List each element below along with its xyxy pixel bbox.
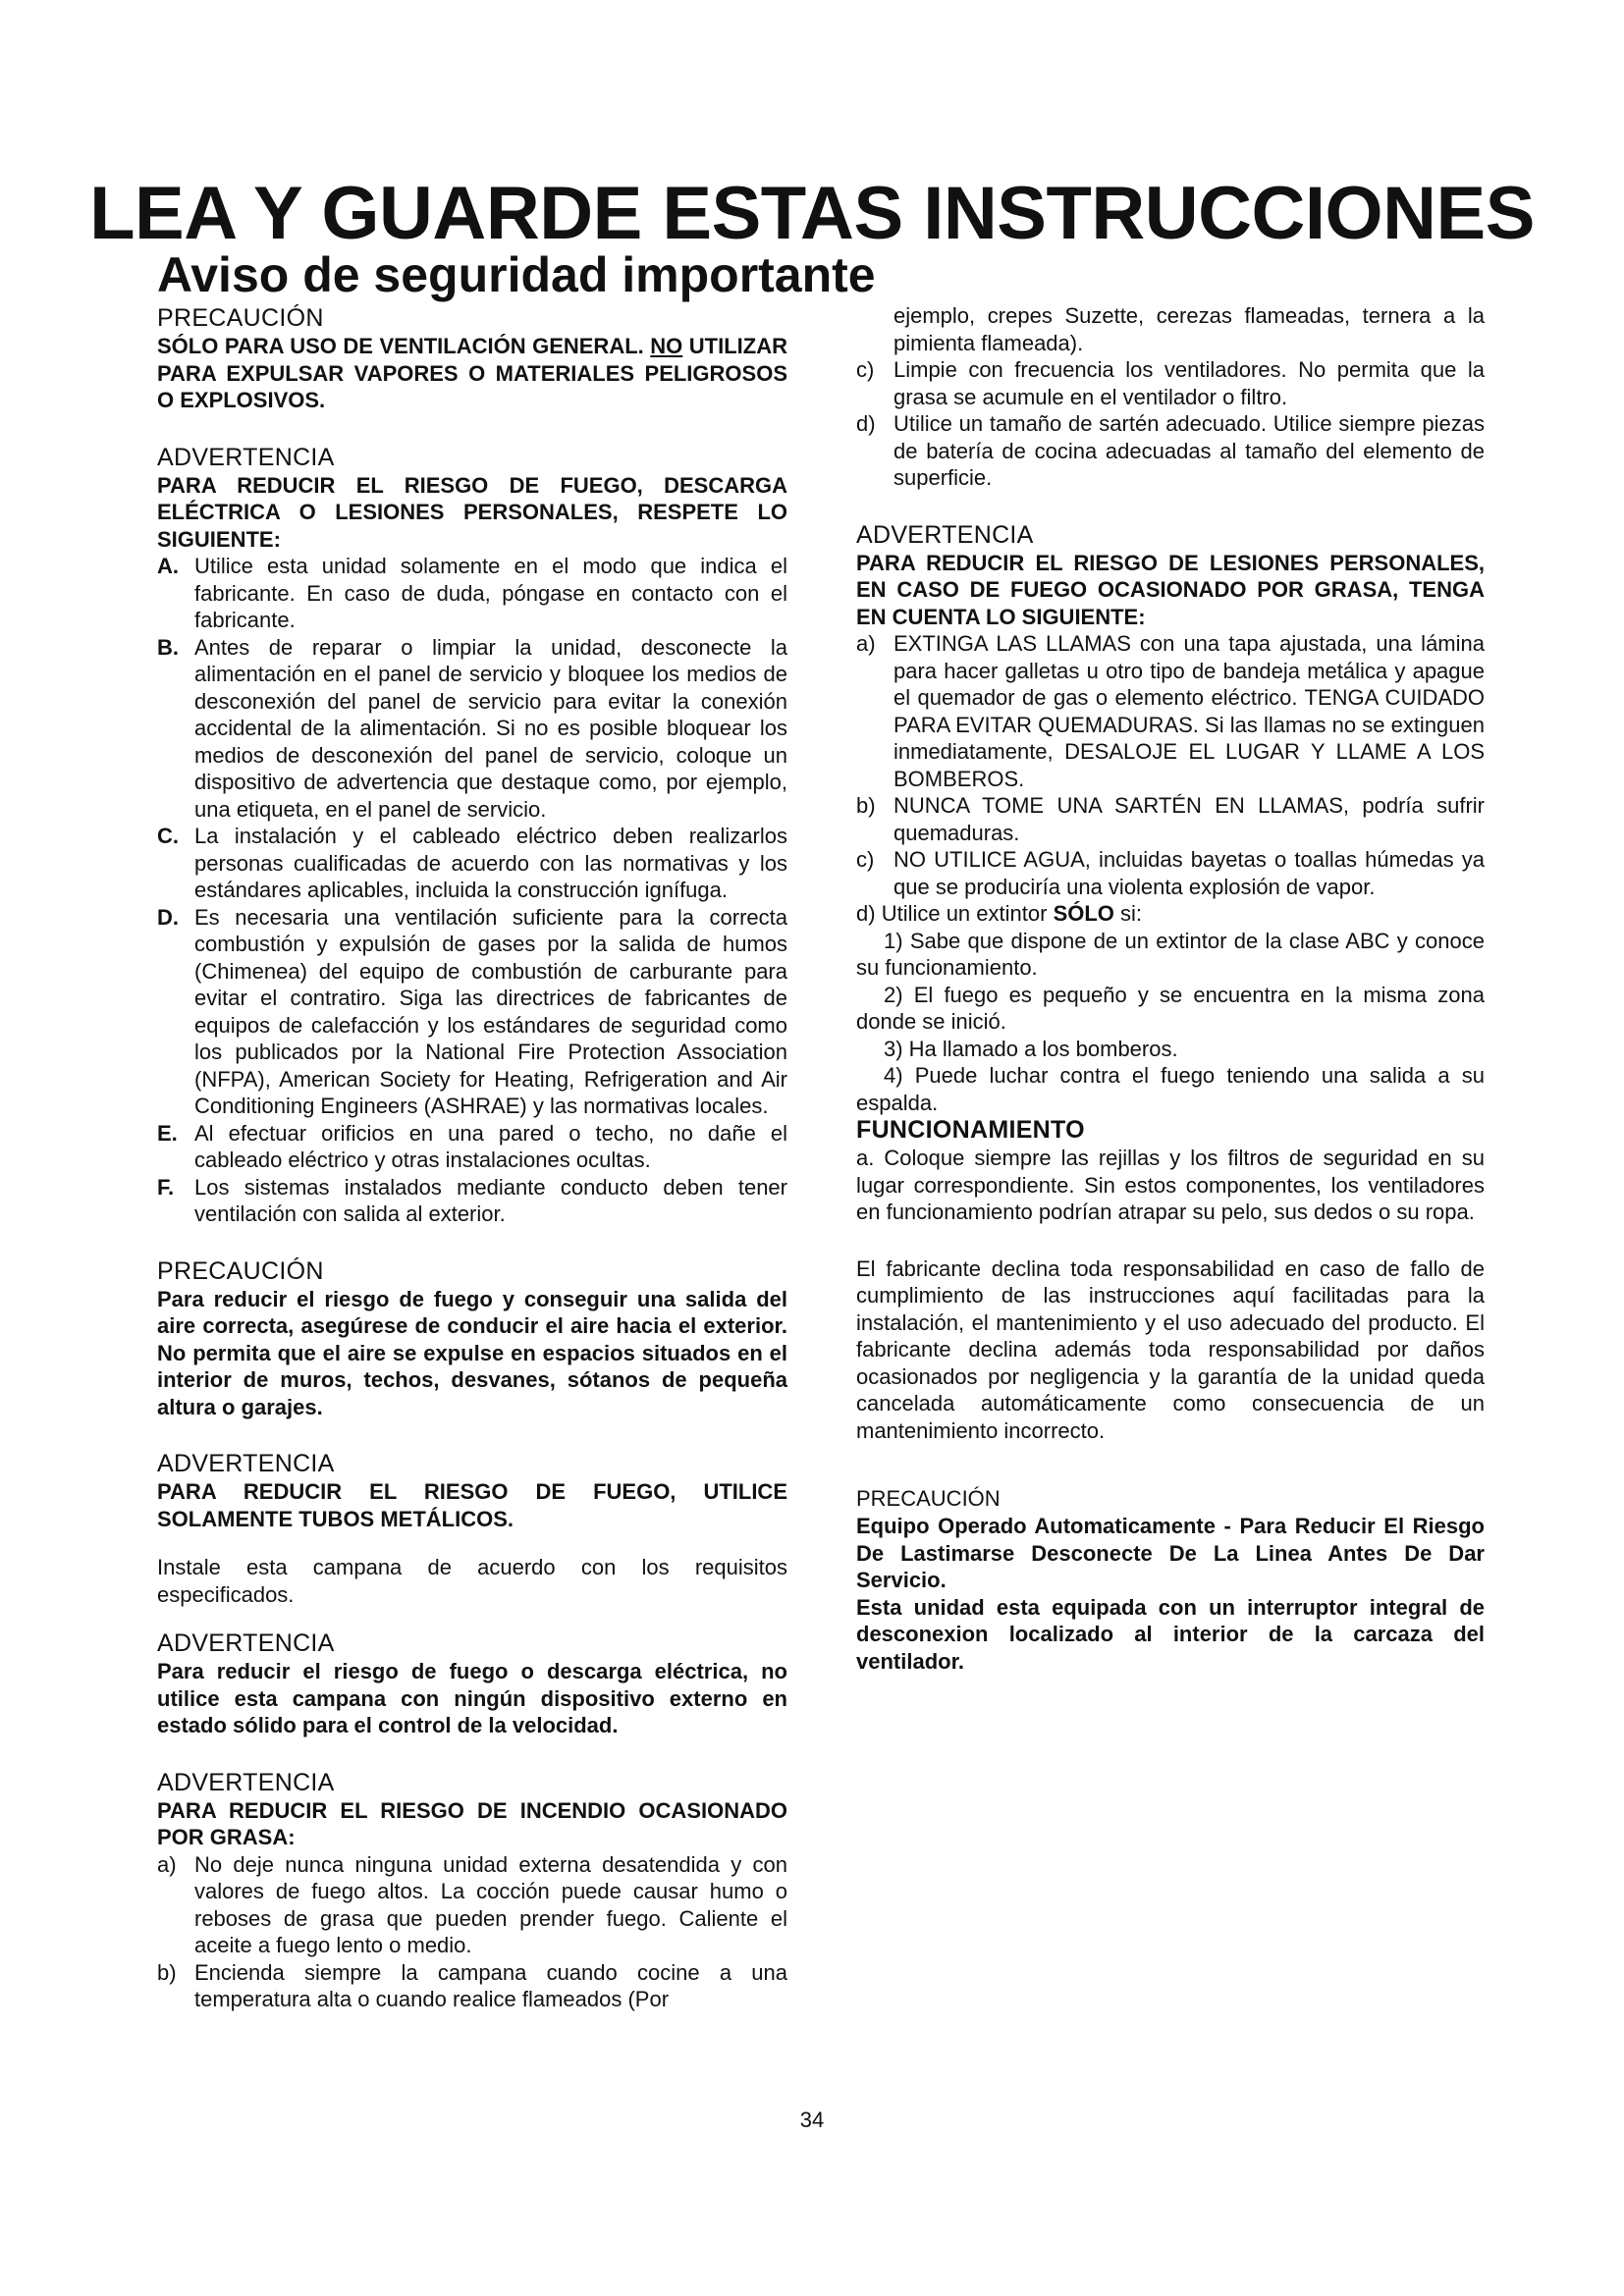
list-text: Los sistemas instalados mediante conducto deben tener ventilación con salida al exterior. xyxy=(194,1174,787,1226)
list-item-d xyxy=(856,900,1485,928)
list-marker: F. xyxy=(157,1174,175,1200)
warning-heading-1: ADVERTENCIA xyxy=(157,443,335,471)
caution-text-2: Para reducir el riesgo de fuego y conseguir una salida del aire correcta, asegúrese de conducir el aire hacia el exterior. No permita que el aire se expulse en espacios situados en el interior de muros, techos, desvanes, sótanos de pequeña altura o garajes. xyxy=(157,1286,787,1419)
warning-heading-5: ADVERTENCIA xyxy=(856,520,1034,549)
warning-heading-2: ADVERTENCIA xyxy=(157,1450,335,1477)
list-marker: d) xyxy=(856,411,876,436)
list-item xyxy=(856,846,1485,900)
sub-item-text: 2) El fuego es pequeño y se encuentra en la misma zona donde se inició. xyxy=(856,982,1485,1034)
caution-heading-2: PRECAUCIÓN xyxy=(157,1256,324,1285)
continued-text: ejemplo, crepes Suzette, cerezas flameadas, ternera a la pimienta flameada). xyxy=(893,303,1485,355)
extinguisher-only: SÓLO xyxy=(1053,901,1114,926)
warning-intro-5: PARA REDUCIR EL RIESGO DE LESIONES PERSONALES, EN CASO DE FUEGO OCASIONADO POR GRASA, TENGA EN CUENTA LO SIGUIENTE: xyxy=(856,550,1485,629)
list-item xyxy=(856,356,1485,410)
list-item xyxy=(157,1120,787,1174)
list-text: La instalación y el cableado eléctrico deben realizarlos personas cualificadas de acuerdo con las normativas y los estándares aplicables, incluida la construcción ignífuga. xyxy=(194,824,787,902)
disclaimer-text: El fabricante declina toda responsabilidad en caso de fallo de cumplimiento de las instrucciones aquí facilitadas para la instalación, el mantenimiento y el uso adecuado del producto. El fabricante declina además toda responsabilidad por daños ocasionados por negligencia y la garantía de la unidad queda cancelada automáticamente como consecuencia de un mantenimiento incorrecto. xyxy=(856,1255,1485,1443)
list-text: Encienda siempre la campana cuando cocine a una temperatura alta o cuando realice flameados (Por xyxy=(194,1959,787,2011)
list-item xyxy=(856,630,1485,792)
extinguisher-text-pre: Utilice un extintor xyxy=(881,901,1048,926)
operation-text: a. Coloque siempre las rejillas y los filtros de seguridad en su lugar correspondiente. Sin estos componentes, los ventiladores en funcionamiento podrían atrapar su pelo, sus dedos o su ropa. xyxy=(856,1146,1485,1224)
right-column xyxy=(856,302,1485,1675)
sub-item-text: 1) Sabe que dispone de un extintor de la clase ABC y conoce su funcionamiento. xyxy=(856,928,1485,980)
page-number: 34 xyxy=(799,2108,825,2132)
list-item xyxy=(157,1851,787,1959)
caution-text-1a: SÓLO PARA USO DE VENTILACIÓN GENERAL. xyxy=(157,334,644,358)
operation-heading: FUNCIONAMIENTO xyxy=(856,1116,1085,1144)
list-marker: B. xyxy=(157,634,179,660)
list-marker: a) xyxy=(157,1851,177,1877)
caution-text-3a: Equipo Operado Automaticamente - Para Reducir El Riesgo De Lastimarse Desconecte De La Linea Antes De Dar Servicio. xyxy=(856,1514,1485,1592)
list-marker: c) xyxy=(856,847,875,872)
list-text: NUNCA TOME UNA SARTÉN EN LLAMAS, podría sufrir quemaduras. xyxy=(893,793,1485,845)
list-text: Es necesaria una ventilación suficiente para la correcta combustión y expulsión de gases por la salida de humos (Chimenea) del equipo de combustión de carburante para evitar el contratiro. Siga las directrices de fabricantes de equipos de calefacción y los estándares de seguridad como los publicados por la National Fire Protection Association (NFPA), American Society for Heating, Refrigeration and Air Conditioning Engineers (ASHRAE) y las normativas locales. xyxy=(194,904,787,1118)
list-text: No deje nunca ninguna unidad externa desatendida y con valores de fuego altos. La cocción puede causar humo o reboses de grasa que pueden prender fuego. Caliente el aceite a fuego lento o medio. xyxy=(194,1851,787,1957)
list-marker: a) xyxy=(856,631,876,656)
list-item xyxy=(157,904,787,1120)
list-marker: D. xyxy=(157,904,179,930)
list-item xyxy=(157,1959,787,2013)
list-text: Utilice un tamaño de sartén adecuado. Utilice siempre piezas de batería de cocina adecuadas al tamaño del elemento de superficie. xyxy=(893,411,1485,490)
warning-intro-4: PARA REDUCIR EL RIESGO DE INCENDIO OCASIONADO POR GRASA: xyxy=(157,1797,787,1849)
warning-heading-3: ADVERTENCIA xyxy=(157,1629,335,1657)
list-marker: b) xyxy=(856,793,876,818)
caution-heading-1: PRECAUCIÓN xyxy=(157,304,324,332)
sub-item-text: 3) Ha llamado a los bomberos. xyxy=(884,1036,1178,1061)
list-item xyxy=(856,410,1485,492)
list-text: NO UTILICE AGUA, incluidas bayetas o toallas húmedas ya que se produciría una violenta explosión de vapor. xyxy=(893,847,1485,899)
sub-item xyxy=(856,928,1485,982)
list-marker: C. xyxy=(157,824,179,848)
sub-item xyxy=(856,1062,1485,1116)
sub-item xyxy=(856,1036,1485,1063)
extinguisher-text-post: si: xyxy=(1120,901,1143,926)
list-marker: b) xyxy=(157,1959,177,1985)
warning-intro-1: PARA REDUCIR EL RIESGO DE FUEGO, DESCARGA ELÉCTRICA O LESIONES PERSONALES, RESPETE LO SIGUIENTE: xyxy=(157,472,787,552)
caution-text-1 xyxy=(157,333,787,414)
sub-item xyxy=(856,982,1485,1036)
caution-no: NO xyxy=(650,334,683,358)
list-item xyxy=(157,823,787,904)
warning-heading-4: ADVERTENCIA xyxy=(157,1768,335,1796)
list-text: Al efectuar orificios en una pared o techo, no dañe el cableado eléctrico y otras instalaciones ocultas. xyxy=(194,1120,787,1172)
caution-text-3b: Esta unidad esta equipada con un interruptor integral de desconexion localizado al interior de la carcaza del ventilador. xyxy=(856,1594,1485,1674)
list-marker: c) xyxy=(856,357,875,382)
list-text: Limpie con frecuencia los ventiladores. No permita que la grasa se acumule en el ventilador o filtro. xyxy=(893,357,1485,409)
list-marker: d) xyxy=(856,901,876,926)
caution-heading-3: PRECAUCIÓN xyxy=(856,1486,1001,1511)
caution-text-1b: UTILIZAR PARA EXPULSAR VAPORES O MATERIALES PELIGROSOS O EXPLOSIVOS. xyxy=(157,334,787,412)
list-text: EXTINGA LAS LLAMAS con una tapa ajustada, una lámina para hacer galletas u otro tipo de bandeja metálica y apague el quemador de gas o elemento eléctrico. TENGA CUIDADO PARA EVITAR QUEMADURAS. Si las llamas no se extinguen inmediatamente, DESALOJE EL LUGAR Y LLAME A LOS BOMBEROS. xyxy=(893,631,1485,791)
list-text: Utilice esta unidad solamente en el modo que indica el fabricante. En caso de duda, póngase en contacto con el fabricante. xyxy=(194,554,787,632)
list-item xyxy=(157,553,787,634)
list-item xyxy=(856,792,1485,846)
sub-item-text: 4) Puede luchar contra el fuego teniendo una salida a su espalda. xyxy=(856,1063,1485,1115)
page-title: LEA Y GUARDE ESTAS INSTRUCCIONES xyxy=(89,172,1535,255)
list-marker: A. xyxy=(157,554,179,578)
install-note: Instale esta campana de acuerdo con los requisitos especificados. xyxy=(157,1555,787,1607)
list-text: Antes de reparar o limpiar la unidad, desconecte la alimentación en el panel de servicio y bloquee los medios de desconexión del panel de servicio para evitar la conexión accidental de la alimentación. Si no es posible bloquear los medios de desconexión del panel de servicio, coloque un dispositivo de advertencia que destaque como, por ejemplo, una etiqueta, en el panel de servicio. xyxy=(194,634,787,822)
warning-text-2: PARA REDUCIR EL RIESGO DE FUEGO, UTILICE SOLAMENTE TUBOS METÁLICOS. xyxy=(157,1479,787,1531)
warning-text-3: Para reducir el riesgo de fuego o descarga eléctrica, no utilice esta campana con ningún dispositivo externo en estado sólido para el control de la velocidad. xyxy=(157,1659,787,1737)
list-item xyxy=(157,634,787,824)
page-subtitle: Aviso de seguridad importante xyxy=(157,247,876,302)
list-item xyxy=(157,1174,787,1228)
left-column xyxy=(157,304,787,2013)
list-marker: E. xyxy=(157,1120,178,1146)
